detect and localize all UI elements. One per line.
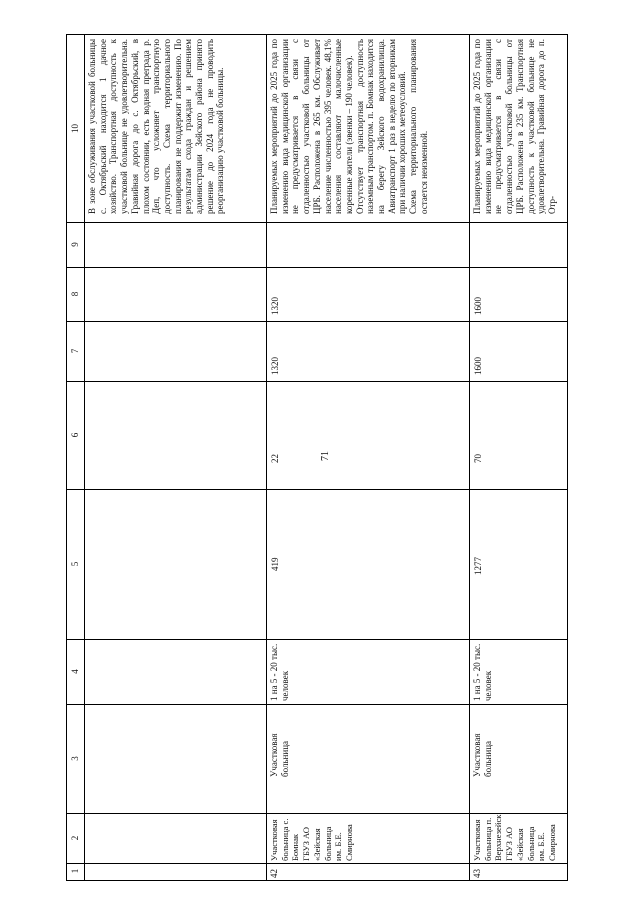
row-42-col6: 22 — [270, 454, 280, 463]
row-43-notes: Планируемых мероприятий до 2025 года по изменению вида медицинской организации не предусматривается в связи с отдаленностью участковой больницы от ЦРБ. Расположена в 235 км. Транспортная доступность к участковой больнице не удовлетворительна. Гравийная дорога до п. Отр- — [472, 39, 557, 214]
table-row-continuation-notes: В зоне обслуживания участковой больницы с. Октябрьский находится 1 дачное хозяйство. Транспортная доступность к участковой больнице не удовлетворительна. Гравийная дорога до с. Октябрьский, в плохом состоянии, есть водная преграда р. Деп, что усложняет транспортную доступность. Схема территориального планирования не поддержит изменению. По результатам схода граждан и решением администрации Зейского района принято решение до 2024 года не проводить реорганизацию участковой больницы. — [87, 39, 226, 214]
row-43-number: 43 — [472, 869, 482, 878]
row-42-notes: Планируемых мероприятий до 2025 года по изменению вида медицинской организации не предусматривается в связи с отдаленностью участковой больницы от ЦРБ. Расположена в 265 км. Обслуживает население численностью 395 человек. 48,1% населения составляют малочисленные коренные жители (эвенки – 190 человек). Отсутствует транспортная доступность наземным транспортом. п. Бомнак находится на берегу Зейского водохранилища. Авиатранспорт 1 раз в неделю по вторникам при наличии хороших метеоусловий. Схема территориального планирования остается неизменной. — [269, 39, 429, 214]
row-43-col7: 1600 — [473, 357, 483, 375]
header-cell-7: 7 — [70, 348, 80, 354]
row-number-column — [66, 862, 568, 881]
row-43-col8: 1600 — [473, 297, 483, 315]
column-border — [67, 222, 567, 223]
header-cell-10: 10 — [70, 124, 80, 133]
rotated-table — [66, 34, 568, 864]
header-cell-5: 5 — [70, 561, 80, 567]
row-43-col5: 1277 — [473, 557, 483, 575]
row-43-norm: 1 на 5 - 20 тыс. человек — [472, 643, 493, 701]
row-42-name: Участковая больница с. Бомнак ГБУЗ АО «Зейская больница им. Б.Е. Смирнова — [269, 818, 354, 861]
row-42-number: 42 — [269, 869, 279, 878]
row-42-type: Участковая больница — [269, 733, 290, 777]
row-42-norm: 1 на 5 - 20 тыс. человек — [269, 643, 290, 701]
row-42-col8: 1320 — [270, 297, 280, 315]
row-42-col7: 1320 — [270, 357, 280, 375]
row-42-col5: 419 — [270, 557, 280, 571]
header-cell-4: 4 — [70, 669, 80, 674]
header-cell-6: 6 — [70, 432, 80, 438]
header-cell-9: 9 — [70, 242, 80, 247]
header-cell-3: 3 — [70, 756, 80, 761]
header-cell-1: 1 — [70, 868, 80, 874]
header-cell-2: 2 — [70, 835, 80, 841]
row-43-type: Участковая больница — [472, 733, 493, 777]
row-43-col6: 70 — [473, 454, 483, 463]
page-number: 71 — [320, 451, 331, 461]
header-cell-8: 8 — [70, 291, 80, 297]
row-43-name: Участковая больница п. Верхнезейск ГБУЗ АО «Зейская больница им. Б.Е. Смирнова — [472, 814, 557, 861]
